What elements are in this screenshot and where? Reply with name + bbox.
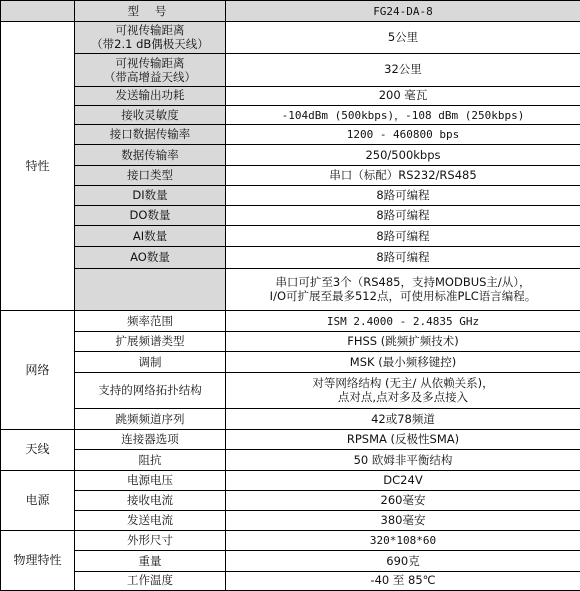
- param-cell: 接收电流: [75, 490, 226, 510]
- table-header-row: [1, 1, 580, 22]
- value-cell: ISM 2.4000 - 2.4835 GHz: [226, 311, 580, 332]
- value-cell: [226, 268, 580, 310]
- value-cell: -40 至 85℃: [226, 571, 580, 590]
- param-cell: [75, 268, 226, 310]
- table-row: [1, 332, 580, 352]
- param-cell: 重量: [75, 551, 226, 571]
- model-value: FG24-DA-8: [226, 1, 580, 22]
- table-row: [1, 106, 580, 125]
- value-cell: 260毫安: [226, 490, 580, 510]
- value-cell: 42或78频道: [226, 409, 580, 430]
- value-cell: 50 欧姆非平衡结构: [226, 450, 580, 470]
- category-cell: 物理特性: [1, 531, 75, 591]
- param-cell: AI数量: [75, 226, 226, 247]
- param-cell: [75, 53, 226, 86]
- header-corner-cell: [1, 1, 75, 22]
- value-cell: 串口（标配）RS232/RS485: [226, 165, 580, 185]
- value-line: I/O可扩展至最多512点，可使用标准PLC语言编程。: [269, 289, 537, 304]
- table-row: [1, 226, 580, 247]
- value-cell: 690克: [226, 551, 580, 571]
- value-cell: -104dBm (500kbps)，-108 dBm (250kbps): [226, 106, 580, 125]
- param-cell: 接口数据传输率: [75, 125, 226, 145]
- value-cell: 250/500kbps: [226, 145, 580, 165]
- value-cell: 32公里: [226, 53, 580, 86]
- category-cell: 电源: [1, 470, 75, 531]
- table-row: [1, 206, 580, 226]
- value-line: 串口可扩至3个（RS485，支持MODBUS主/从），: [275, 275, 531, 290]
- table-row: [1, 247, 580, 268]
- param-line: 可视传输距离: [115, 55, 185, 70]
- param-line: （带2.1 dB偶极天线）: [91, 37, 209, 52]
- param-cell: 跳频频道序列: [75, 409, 226, 430]
- model-label: 型 号: [75, 1, 226, 22]
- param-cell: DI数量: [75, 185, 226, 205]
- param-cell: 电源电压: [75, 470, 226, 490]
- value-cell: 5公里: [226, 22, 580, 53]
- table-row: [1, 311, 580, 332]
- param-cell: 频率范围: [75, 311, 226, 332]
- table-row: [1, 268, 580, 310]
- param-cell: 扩展频谱类型: [75, 332, 226, 352]
- table-row: [1, 531, 580, 551]
- param-cell: 数据传输率: [75, 145, 226, 165]
- param-cell: 阻抗: [75, 450, 226, 470]
- table-row: [1, 185, 580, 205]
- table-row: [1, 490, 580, 510]
- value-cell: FHSS (跳频扩频技术): [226, 332, 580, 352]
- value-line: 对等网络结构 (无主/ 从依赖关系)，: [312, 376, 494, 391]
- category-cell: 特性: [1, 22, 75, 311]
- param-cell: 发送电流: [75, 511, 226, 531]
- param-cell: 发送输出功耗: [75, 86, 226, 105]
- param-cell: 调制: [75, 352, 226, 372]
- table-row: [1, 430, 580, 450]
- param-cell: DO数量: [75, 206, 226, 226]
- param-cell: AO数量: [75, 247, 226, 268]
- table-row: [1, 551, 580, 571]
- table-row: [1, 53, 580, 86]
- value-cell: RPSMA (反极性SMA): [226, 430, 580, 450]
- value-cell: 380毫安: [226, 511, 580, 531]
- value-cell: 1200 - 460800 bps: [226, 125, 580, 145]
- param-cell: 工作温度: [75, 571, 226, 590]
- param-cell: 接收灵敏度: [75, 106, 226, 125]
- value-cell: [226, 372, 580, 408]
- param-cell: 连接器选项: [75, 430, 226, 450]
- param-line: 可视传输距离: [115, 23, 185, 38]
- table-row: [1, 450, 580, 470]
- value-cell: 320*108*60: [226, 531, 580, 551]
- table-row: [1, 22, 580, 53]
- table-row: [1, 352, 580, 372]
- param-cell: 支持的网络拓扑结构: [75, 372, 226, 408]
- table-row: [1, 511, 580, 531]
- value-cell: 8路可编程: [226, 206, 580, 226]
- value-cell: 8路可编程: [226, 247, 580, 268]
- category-cell: 天线: [1, 430, 75, 470]
- table-row: [1, 372, 580, 408]
- table-row: [1, 409, 580, 430]
- table-row: [1, 125, 580, 145]
- param-cell: 外形尺寸: [75, 531, 226, 551]
- value-cell: 200 毫瓦: [226, 86, 580, 105]
- value-cell: 8路可编程: [226, 185, 580, 205]
- param-cell: 接口类型: [75, 165, 226, 185]
- param-cell: [75, 22, 226, 53]
- table-row: [1, 165, 580, 185]
- table-row: [1, 145, 580, 165]
- category-cell: 网络: [1, 311, 75, 430]
- value-line: 点对点,点对多及多点接入: [337, 390, 469, 405]
- table-row: [1, 470, 580, 490]
- param-line: （带高增益天线）: [104, 69, 196, 84]
- value-cell: MSK (最小频移键控): [226, 352, 580, 372]
- table-row: [1, 86, 580, 105]
- table-row: [1, 571, 580, 590]
- value-cell: DC24V: [226, 470, 580, 490]
- value-cell: 8路可编程: [226, 226, 580, 247]
